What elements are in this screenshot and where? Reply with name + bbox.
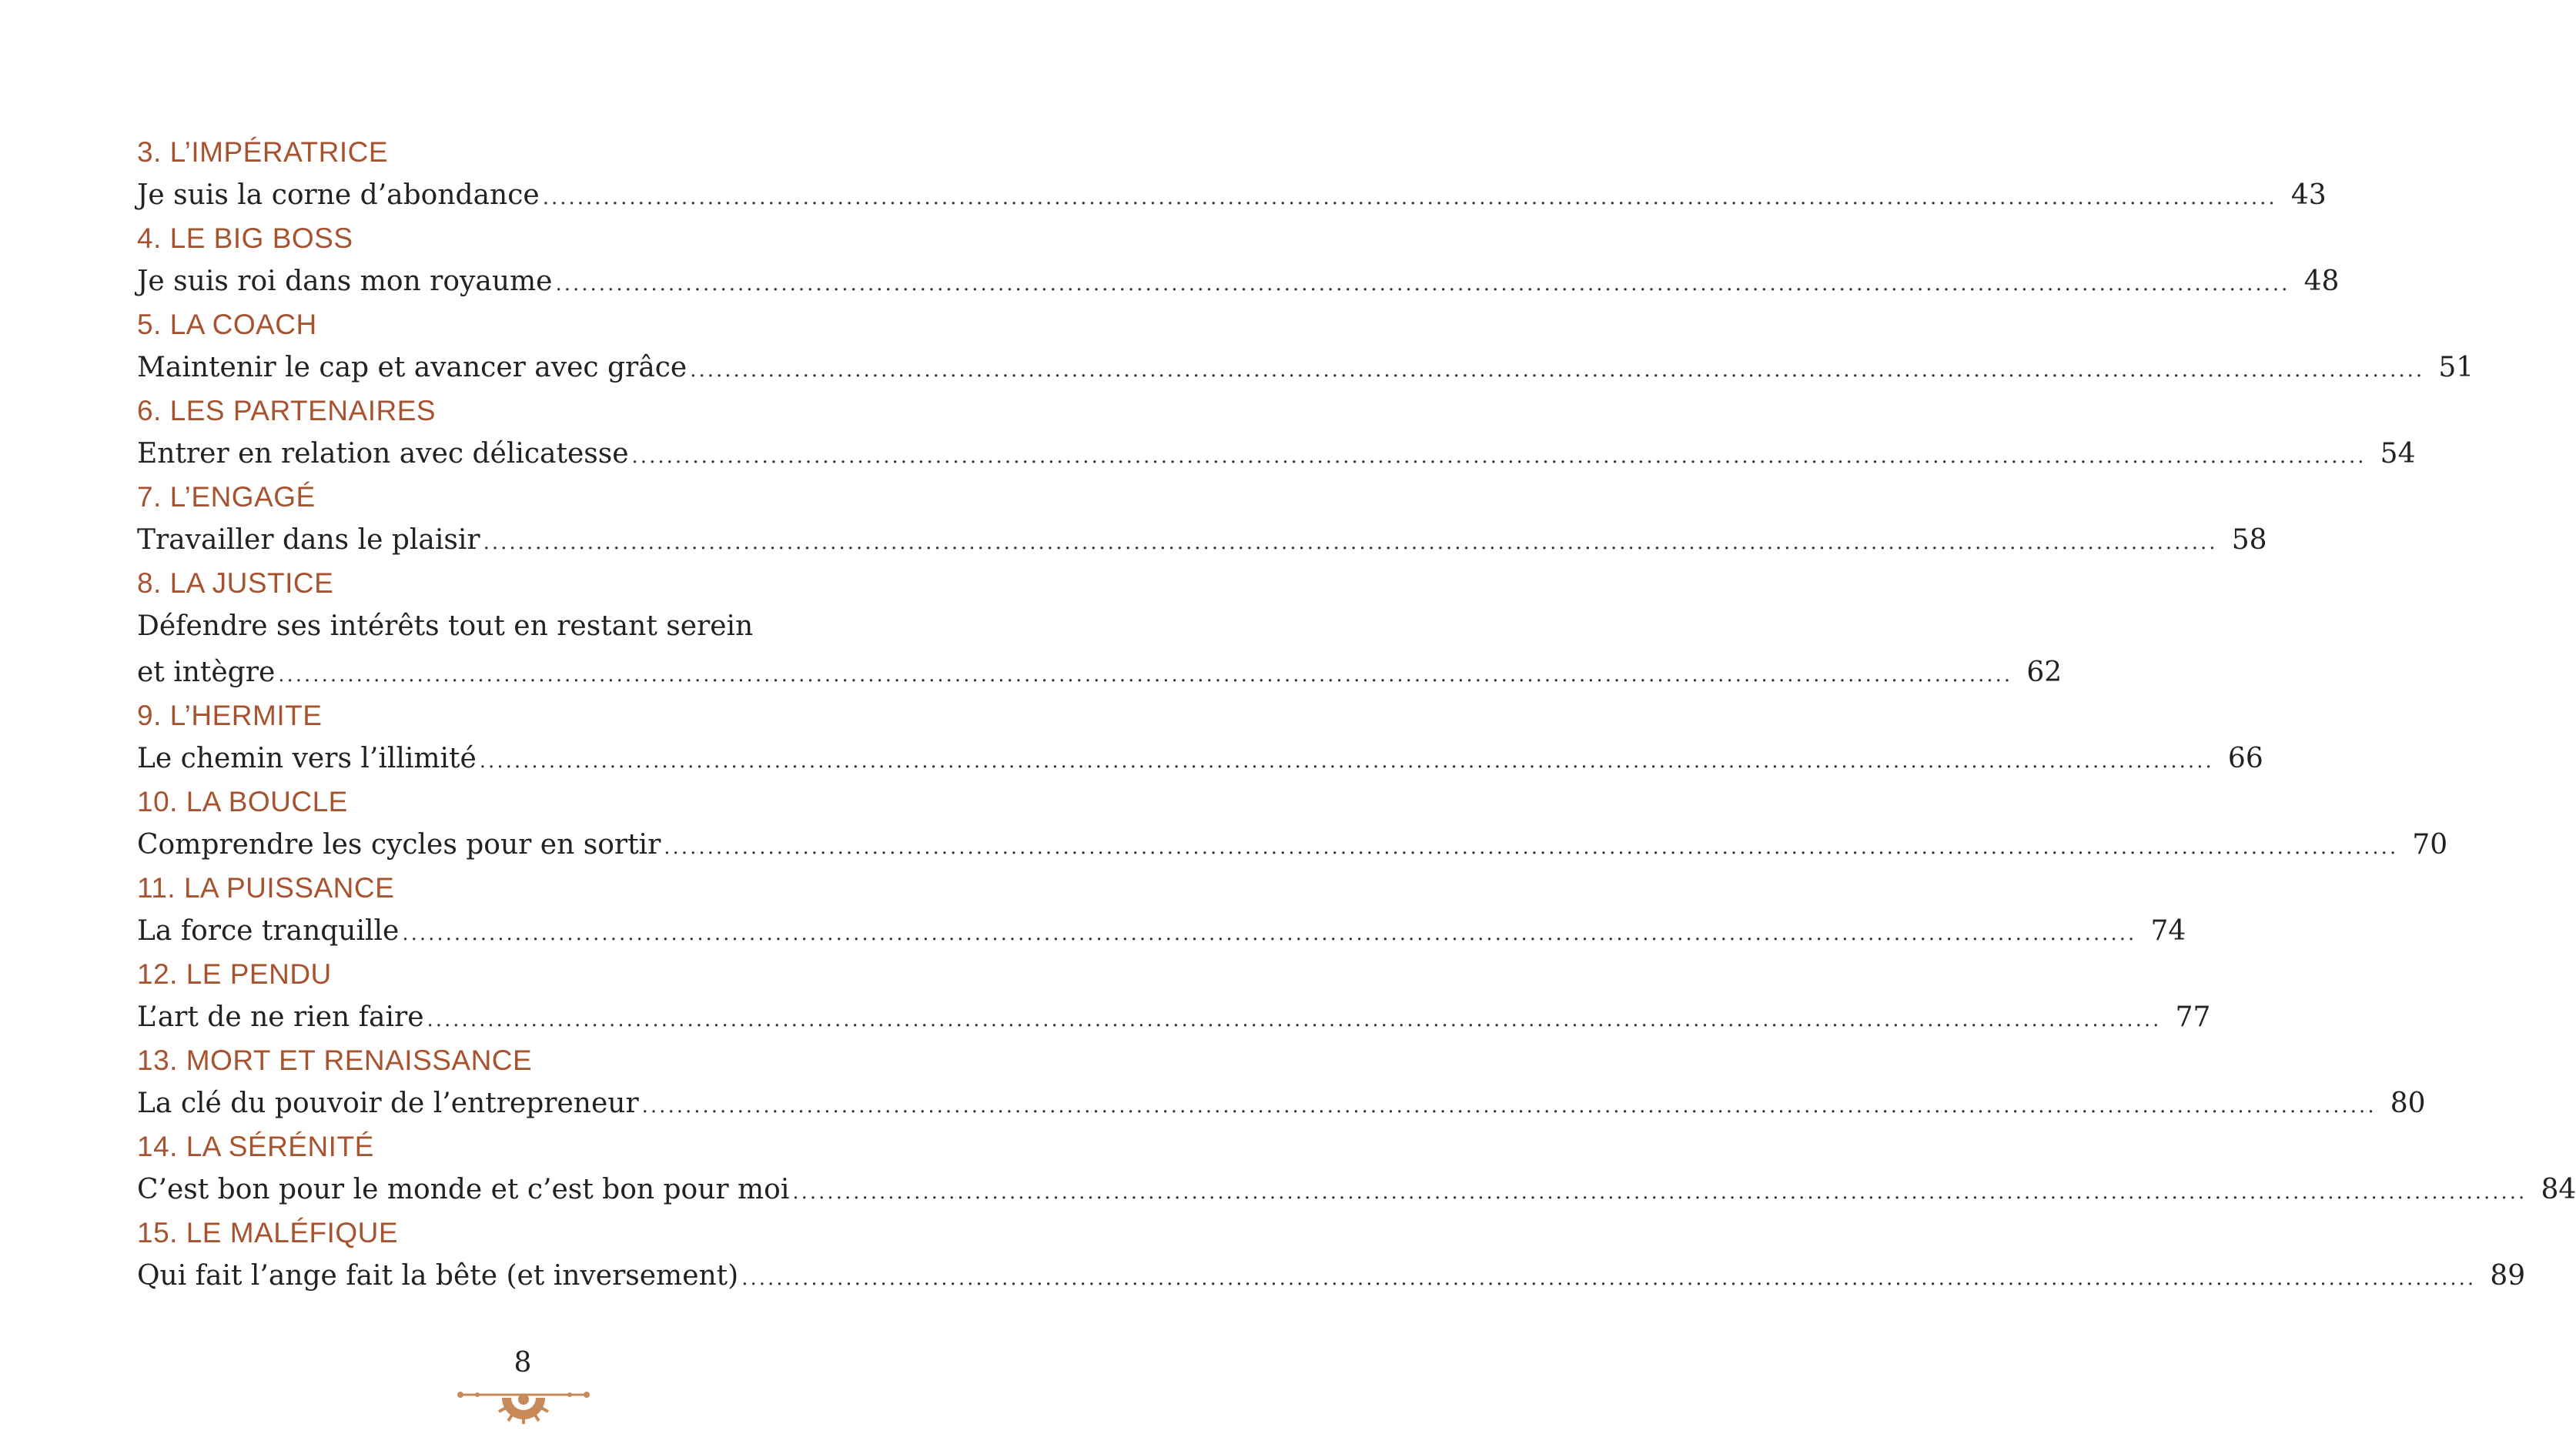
dot-leader: ........................................................................................................................................................................................................: [479, 750, 2214, 773]
chapter-subtitle-line: [137, 172, 2327, 219]
dot-leader: ........................................................................................................................................................................................................: [664, 836, 2399, 859]
page-ref: 70: [2412, 829, 2448, 861]
toc-entry: [137, 696, 2263, 782]
chapter-heading: 15. LE MALÉFIQUE: [137, 1217, 399, 1248]
chapter-subtitle: L’art de ne rien faire: [137, 1001, 424, 1033]
chapter-subtitle: Le chemin vers l’illimité: [137, 743, 477, 774]
toc-entry: [137, 868, 2186, 954]
page-ref: 80: [2390, 1088, 2426, 1119]
chapter-subtitle: Comprendre les cycles pour en sortir: [137, 829, 661, 861]
chapter-subtitle: Travailler dans le plaisir: [137, 524, 480, 556]
chapter-heading: 6. LES PARTENAIRES: [137, 395, 437, 426]
chapter-heading: 10. LA BOUCLE: [137, 786, 348, 817]
chapter-subtitle-line: [137, 603, 907, 650]
dot-leader: ........................................................................................................................................................................................................: [402, 922, 2137, 945]
chapter-heading: 9. L’HERMITE: [137, 700, 323, 731]
toc-entry: [137, 1041, 2426, 1127]
chapter-heading: 11. LA PUISSANCE: [137, 872, 395, 904]
page-ref: 54: [2380, 438, 2416, 470]
chapter-subtitle: C’est bon pour le monde et c’est bon pour moi: [137, 1174, 790, 1205]
chapter-heading: 4. LE BIG BOSS: [137, 222, 353, 254]
chapter-subtitle-line: [137, 517, 2267, 563]
chapter-subtitle: Entrer en relation avec délicatesse: [137, 438, 629, 470]
dot-leader: ........................................................................................................................................................................................................: [483, 531, 2218, 554]
dot-leader: ........................................................................................................................................................................................................: [792, 1181, 2527, 1204]
page-number: 8: [514, 1347, 532, 1379]
dot-leader: ........................................................................................................................................................................................................: [542, 186, 2277, 209]
page-ref: 48: [2303, 266, 2340, 297]
page-ref: 58: [2231, 524, 2267, 556]
dot-leader: ........................................................................................................................................................................................................: [631, 445, 2367, 468]
chapter-subtitle: Défendre ses intérêts tout en restant serein: [137, 610, 754, 642]
chapter-subtitle-line: [137, 1167, 2576, 1213]
chapter-subtitle-line: [137, 908, 2186, 954]
chapter-subtitle-line: [137, 1081, 2426, 1127]
chapter-subtitle: Qui fait l’ange fait la bête (et inversement): [137, 1260, 739, 1292]
chapter-heading: 8. LA JUSTICE: [137, 567, 334, 599]
toc-entry: [137, 391, 2416, 477]
toc-entry: [137, 132, 2327, 219]
dot-leader: ........................................................................................................................................................................................................: [427, 1008, 2162, 1031]
chapter-subtitle: La clé du pouvoir de l’entrepreneur: [137, 1088, 639, 1119]
chapter-heading: 7. L’ENGAGÉ: [137, 481, 316, 513]
chapter-subtitle: Je suis roi dans mon royaume: [137, 266, 553, 297]
chapter-subtitle: et intègre: [137, 657, 276, 688]
chapter-subtitle-line: [137, 345, 2474, 391]
page-ref: 51: [2438, 352, 2474, 383]
toc-entry: [137, 219, 2340, 305]
page-ref: 89: [2490, 1260, 2526, 1292]
chapter-subtitle-line: [137, 994, 2211, 1041]
page-ref: 84: [2541, 1174, 2576, 1205]
chapter-heading: 5. LA COACH: [137, 309, 317, 340]
chapter-heading: 14. LA SÉRÉNITÉ: [137, 1131, 374, 1162]
toc-entry: [137, 954, 2211, 1041]
toc-entry: [137, 782, 2448, 868]
chapter-subtitle-line: [137, 822, 2448, 868]
table-of-contents: [137, 132, 2576, 1299]
dot-leader: ........................................................................................................................................................................................................: [690, 359, 2425, 382]
toc-entry: [137, 305, 2474, 391]
chapter-subtitle-line: [137, 736, 2263, 782]
page-ref: 43: [2290, 179, 2327, 211]
dot-leader: ........................................................................................................................................................................................................: [278, 663, 2013, 687]
chapter-subtitle: Je suis la corne d’abondance: [137, 179, 540, 211]
chapter-subtitle: Maintenir le cap et avancer avec grâce: [137, 352, 687, 383]
chapter-heading: 12. LE PENDU: [137, 958, 332, 990]
toc-entry: [137, 563, 2062, 696]
chapter-subtitle-line: [137, 650, 2062, 696]
chapter-heading: 3. L’IMPÉRATRICE: [137, 136, 389, 168]
dot-leader: ........................................................................................................................................................................................................: [555, 272, 2290, 296]
page-ref: 74: [2150, 915, 2186, 947]
chapter-subtitle: La force tranquille: [137, 915, 400, 947]
chapter-subtitle-line: [137, 259, 2340, 305]
sun-ornament-icon: [454, 1384, 593, 1430]
toc-entry: [137, 477, 2267, 563]
toc-entry: [137, 1213, 2526, 1299]
dot-leader: ........................................................................................................................................................................................................: [641, 1095, 2377, 1118]
page-ref: 77: [2175, 1001, 2211, 1033]
dot-leader: ........................................................................................................................................................................................................: [741, 1267, 2477, 1290]
page-ref: 66: [2227, 743, 2263, 774]
toc-entry: [137, 1127, 2576, 1213]
chapter-heading: 13. MORT ET RENAISSANCE: [137, 1045, 533, 1076]
chapter-subtitle-line: [137, 431, 2416, 477]
page-ref: 62: [2026, 657, 2062, 688]
chapter-subtitle-line: [137, 1253, 2526, 1299]
